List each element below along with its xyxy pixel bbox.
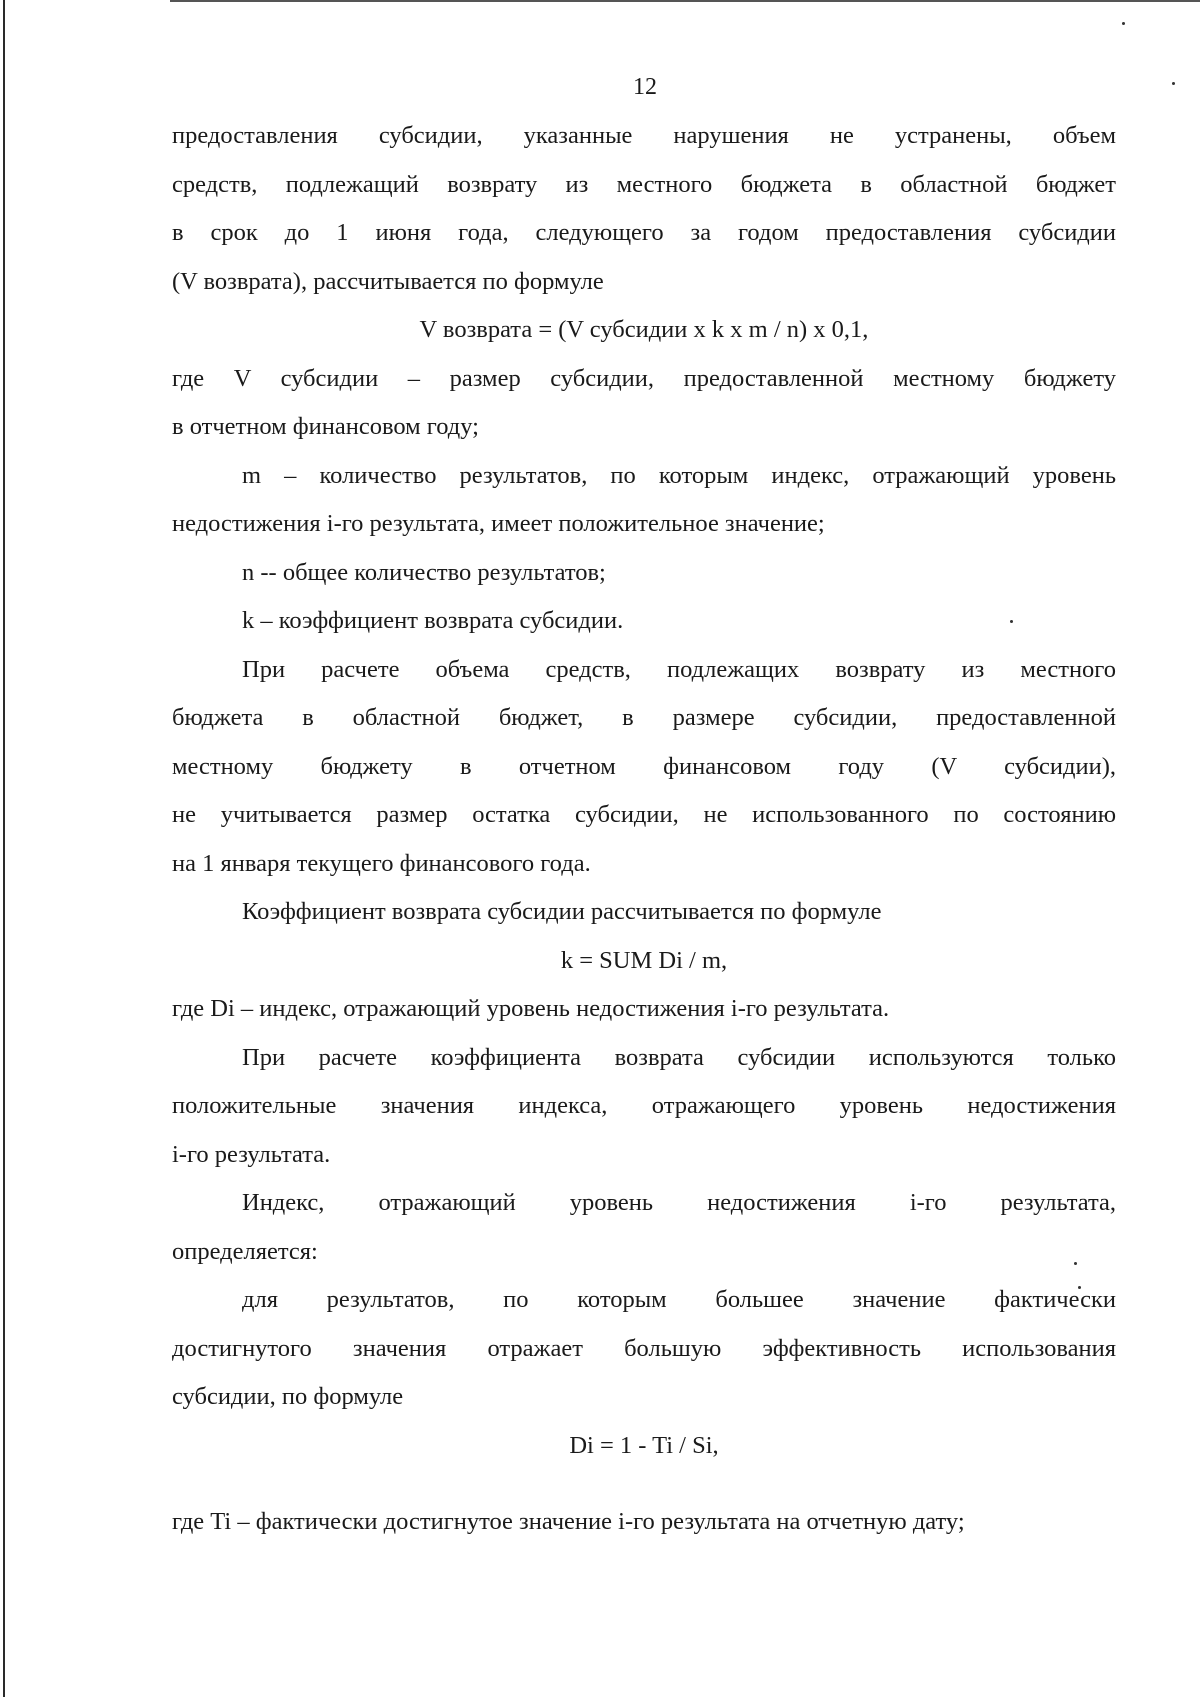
text-line: субсидии, по формуле [172, 1383, 404, 1410]
page-number: 12 [633, 74, 657, 100]
text-line: положительные значения индекса, отражающего уровень недостижения [172, 1092, 1116, 1119]
paragraph-gap [172, 1470, 1116, 1498]
text-line: где V субсидии – размер субсидии, предоставленной местному бюджету [172, 364, 1116, 392]
text-line: При расчете коэффициента возврата субсидии используются только [242, 1043, 1116, 1071]
scan-edge-top [170, 0, 1200, 2]
text-line: достигнутого значения отражает большую эффективность использования [172, 1334, 1116, 1362]
text-line: определяется: [172, 1237, 318, 1265]
text-line: в отчетном финансовом году; [172, 413, 479, 440]
formula-di: Di = 1 - Ti / Si, [569, 1431, 719, 1459]
text-line: При расчете объема средств, подлежащих возврату из местного [242, 655, 1116, 683]
text-line: бюджета в областной бюджет, в размере субсидии, предоставленной [172, 704, 1116, 731]
text-line: недостижения i-го результата, имеет положительное значение; [172, 510, 825, 537]
text-line: i-го результата. [172, 1140, 331, 1168]
text-line: не учитывается размер остатка субсидии, не использованного по состоянию [172, 801, 1116, 828]
text-line: m – количество результатов, по которым индекс, отражающий уровень [242, 461, 1116, 489]
scan-speck [1122, 22, 1125, 25]
text-line: k – коэффициент возврата субсидии. [242, 607, 624, 634]
text-line: (V возврата), рассчитывается по формуле [172, 267, 604, 295]
scan-edge-left [3, 0, 5, 1697]
text-line: Коэффициент возврата субсидии рассчитывается по формуле [242, 898, 882, 925]
text-line: местному бюджету в отчетном финансовом году (V субсидии), [172, 752, 1116, 780]
text-line: в срок до 1 июня года, следующего за годом предоставления субсидии [172, 219, 1116, 246]
text-line: n -- общее количество результатов; [242, 558, 606, 586]
text-line: Индекс, отражающий уровень недостижения i-го результата, [242, 1189, 1116, 1216]
formula-v-return: V возврата = (V субсидии x k x m / n) x 0,1, [419, 316, 869, 343]
text-line: где Di – индекс, отражающий уровень недостижения i-го результата. [172, 995, 890, 1022]
text-line: на 1 января текущего финансового года. [172, 849, 591, 877]
text-line: предоставления субсидии, указанные нарушения не устранены, объем [172, 122, 1116, 149]
text-line: для результатов, по которым большее значение фактически [242, 1286, 1116, 1313]
text-line: средств, подлежащий возврату из местного бюджета в областной бюджет [172, 170, 1116, 198]
text-line: где Ti – фактически достигнутое значение i-го результата на отчетную дату; [172, 1508, 965, 1535]
document-body [172, 112, 1116, 1547]
formula-k: k = SUM Di / m, [560, 946, 728, 974]
